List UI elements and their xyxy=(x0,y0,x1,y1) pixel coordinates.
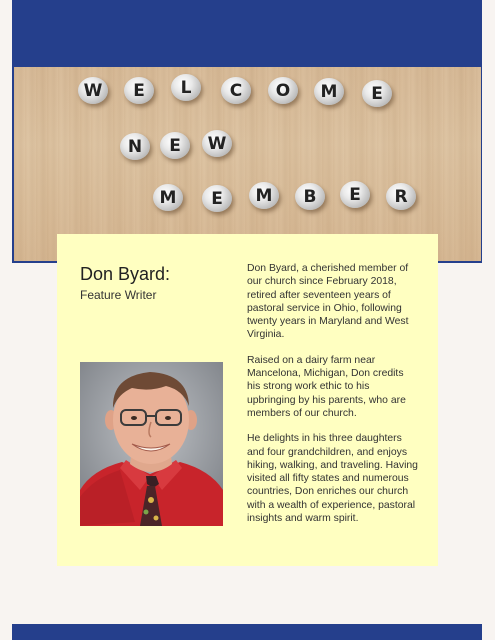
member-name: Don Byard: xyxy=(80,264,171,284)
letter-bead: R xyxy=(386,183,416,210)
member-portrait xyxy=(80,362,223,526)
letter-bead: E xyxy=(340,181,370,208)
letter-bead: E xyxy=(124,77,154,104)
letter-bead: E xyxy=(160,132,190,159)
member-role: Feature Writer xyxy=(80,288,157,302)
bio-paragraph: He delights in his three daughters and four grandchildren, and enjoys hiking, walking, and traveling. Having visited all fifty states and numerous countries, Don enriches our church with a wealth of experience, pastoral insights and warm spirit. xyxy=(247,433,418,525)
letter-bead: E xyxy=(202,185,232,212)
bio-paragraph: Don Byard, a cherished member of our church since February 2018, retired after seventeen years of pastoral service in Ohio, following twenty years in Maryland and West Virginia. xyxy=(247,263,409,341)
footer-band xyxy=(12,624,482,640)
letter-bead: L xyxy=(171,74,201,101)
member-bio xyxy=(247,262,419,537)
letter-bead: B xyxy=(295,183,325,210)
header-band xyxy=(12,0,482,67)
letter-bead: C xyxy=(221,77,251,104)
member-profile-card xyxy=(57,234,438,566)
letter-bead: W xyxy=(202,130,232,157)
letter-bead: O xyxy=(268,77,298,104)
letter-bead: N xyxy=(120,133,150,160)
letter-bead: M xyxy=(249,182,279,209)
portrait-illustration xyxy=(80,362,223,526)
letter-bead: E xyxy=(362,80,392,107)
letter-bead: M xyxy=(153,184,183,211)
bio-paragraph: Raised on a dairy farm near Mancelona, Michigan, Don credits his strong work ethic to his upbringing by his parents, who are members of our church. xyxy=(247,354,406,419)
welcome-new-member-image xyxy=(14,67,481,261)
letter-bead: W xyxy=(78,77,108,104)
letter-bead: M xyxy=(314,78,344,105)
